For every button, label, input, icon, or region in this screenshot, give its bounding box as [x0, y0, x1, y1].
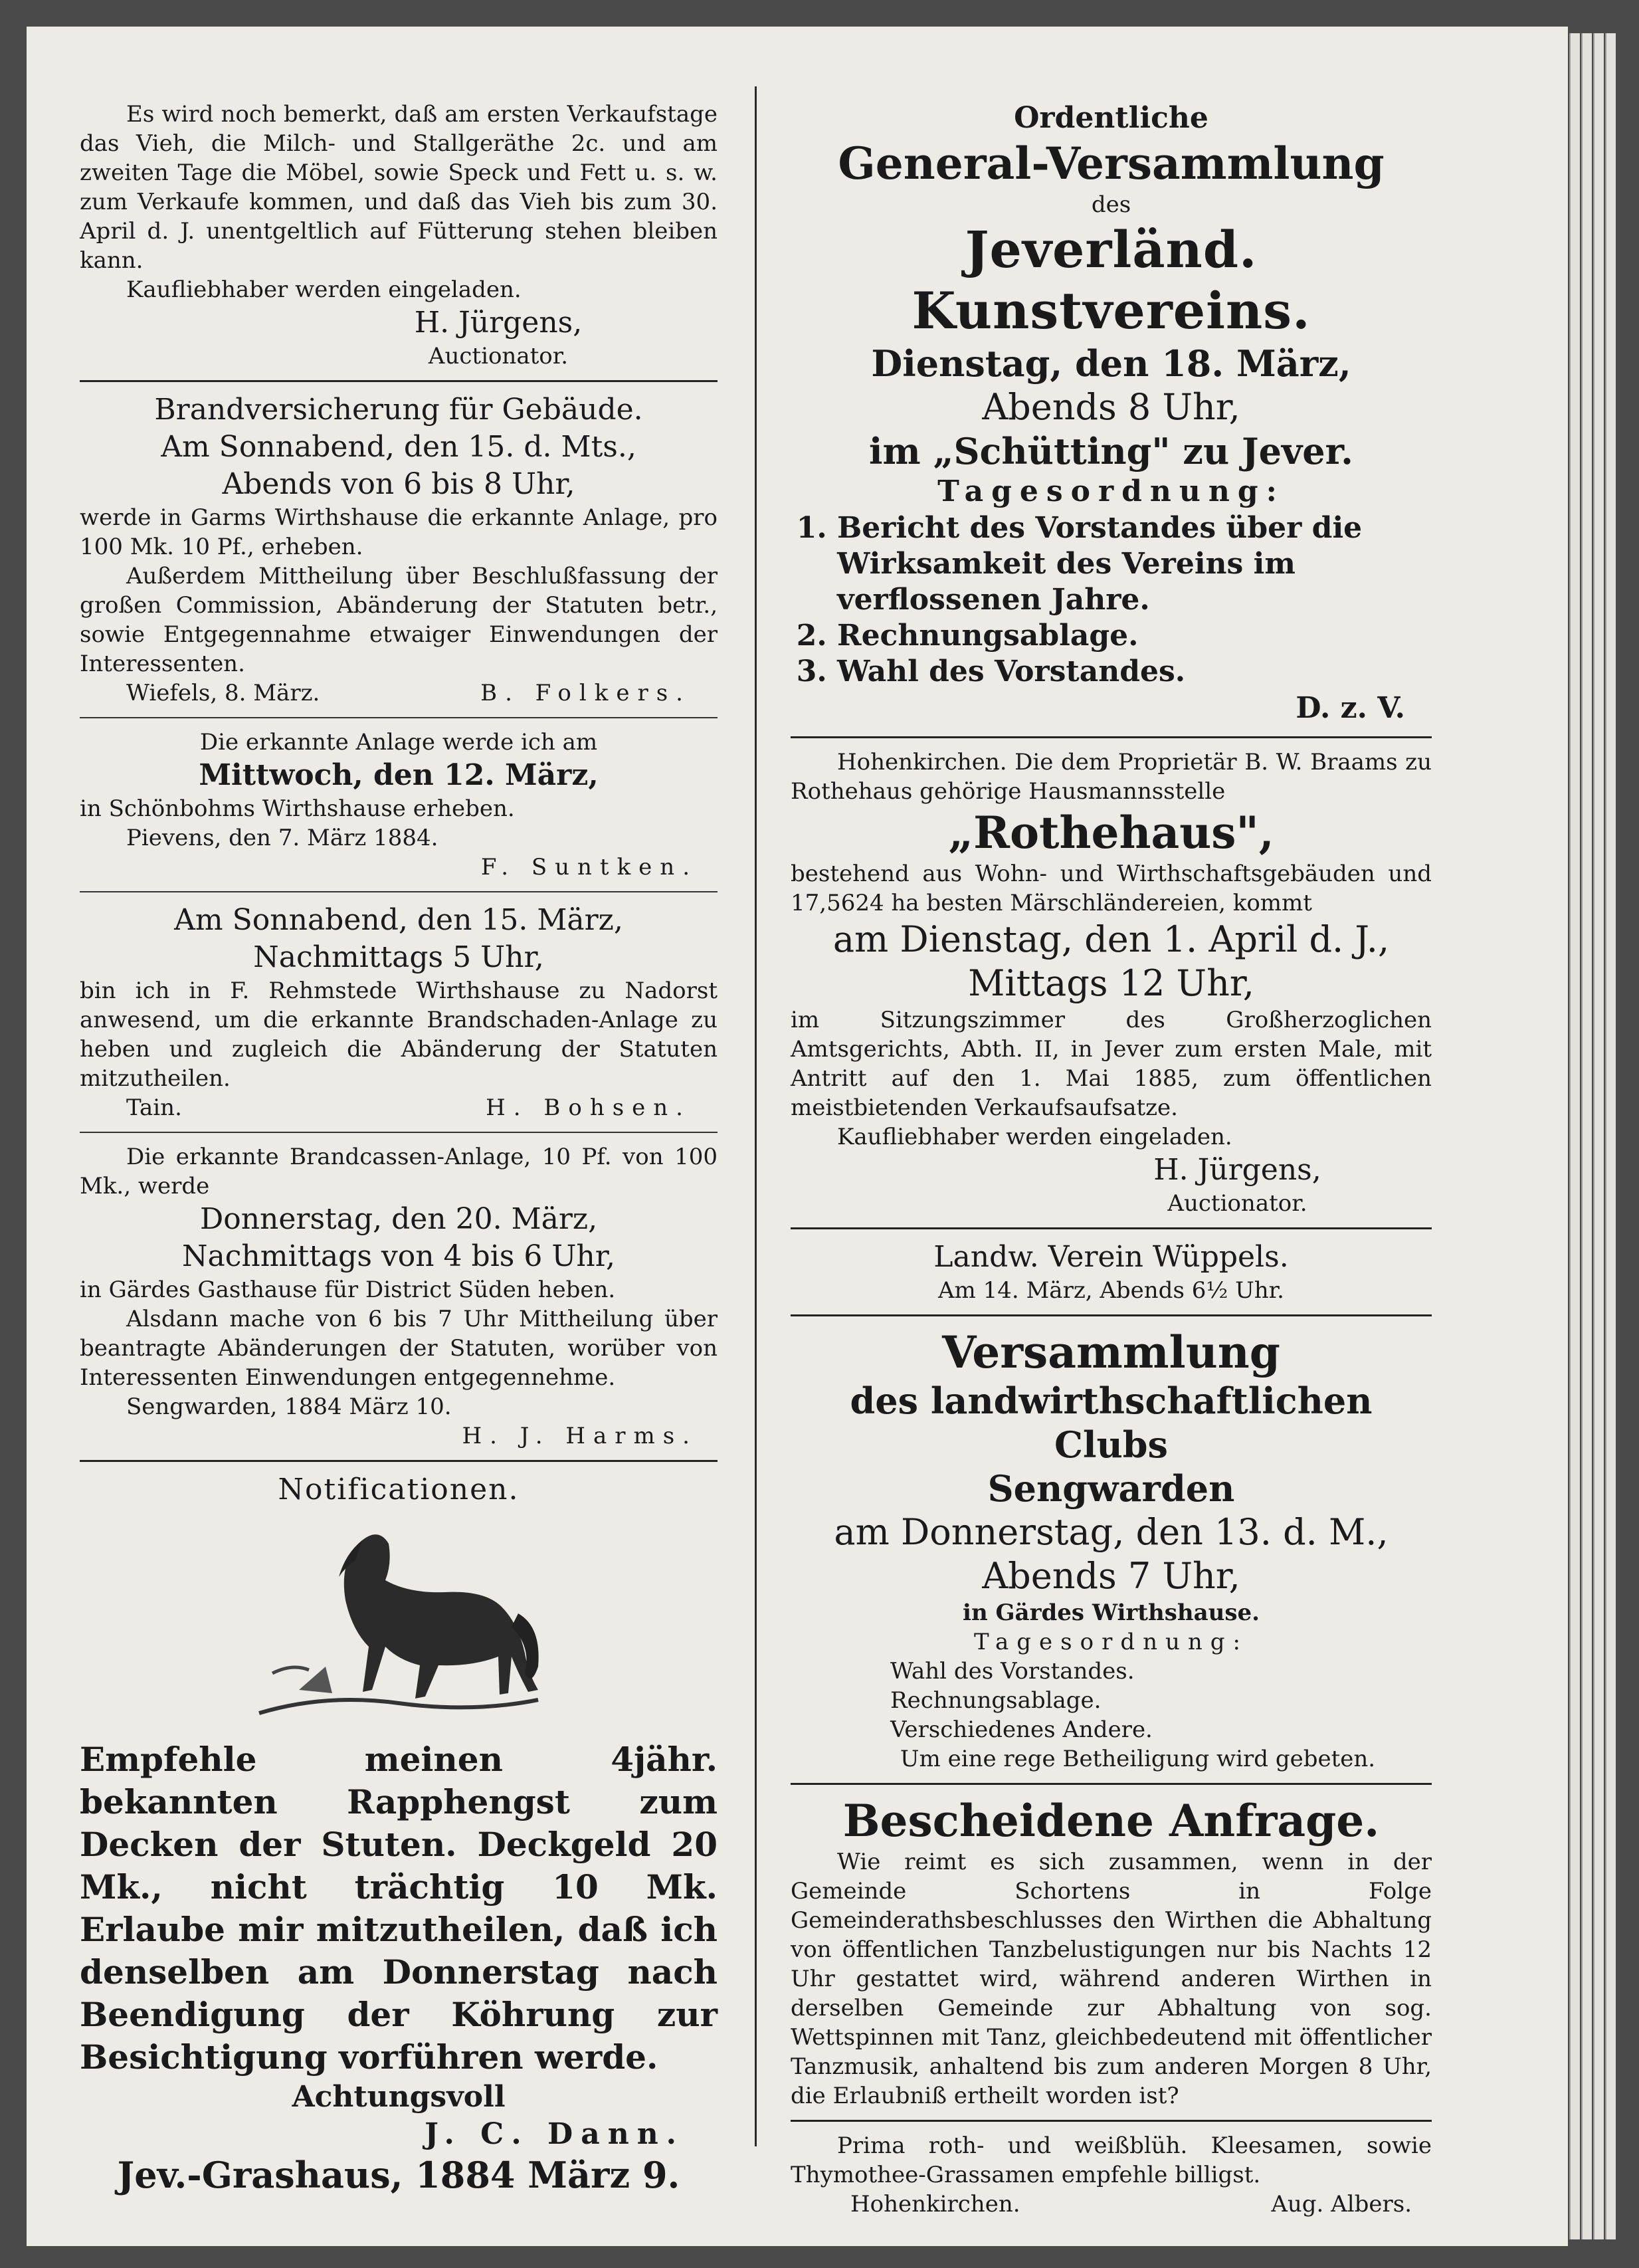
rothehaus-text1: Hohenkirchen. Die dem Proprietär B. W. Braams zu Rothehaus gehörige Hausmannsstelle — [791, 749, 1432, 805]
divider — [80, 380, 718, 382]
divider — [80, 1460, 718, 1462]
rothehaus-title: Auctionator. — [1167, 1190, 1307, 1217]
seed-sign: Aug. Albers. — [1271, 2191, 1412, 2217]
divider — [791, 736, 1432, 738]
club-agenda-item: Wahl des Vorstandes. — [890, 1658, 1135, 1685]
assembly-line3: des — [1091, 191, 1131, 218]
levy-sign: F. Suntken. — [480, 854, 698, 880]
club-line2: des landwirthschaftlichen Clubs — [850, 1380, 1373, 1466]
inquiry-text: Wie reimt es sich zusammen, wenn in der Gemeinde Schortens in Folge Gemeinderathsbeschlusses den Wirthen die Abhaltung von öffentlichen Tanzbelustigungen nur bis Nachts 12 Uhr gestattet wird, während anderen Wirthen in derselben Gemeinde zur Abhaltung von sog. Wettspinnen mit Tanz, gleichbedeutend mit öffentlicher Tanzmusik, anhaltend bis zum anderen Morgen 8 Uhr, die Erlaubniß ertheilt worden ist? — [791, 1849, 1432, 2109]
page-edge — [1581, 33, 1592, 2239]
club-agenda-label: Tagesordnung: — [973, 1629, 1249, 1655]
fire-fund-notice — [80, 1142, 718, 1451]
divider — [80, 1132, 718, 1133]
assembly-sign: D. z. V. — [1296, 691, 1405, 725]
rothehaus-text3: im Sitzungszimmer des Großherzoglichen Amtsgerichts, Abth. II, in Jever zum ersten Male, mit Antritt auf den 1. Mai 1885, zum öffentlichen meistbietenden Verkaufsaufsatze. — [791, 1007, 1432, 1121]
assembly-time: Abends 8 Uhr, — [982, 386, 1240, 428]
fire-insurance-time: Abends von 6 bis 8 Uhr, — [222, 467, 575, 501]
fire-insurance-heading: Brandversicherung für Gebäude. — [154, 393, 643, 427]
divider — [791, 1314, 1432, 1316]
seed-notice — [791, 2131, 1432, 2219]
general-assembly-notice — [791, 100, 1432, 727]
auction-notice — [80, 100, 718, 371]
agenda-item: 2. Rechnungsablage. — [837, 618, 1432, 654]
rothehaus-notice — [791, 748, 1432, 1218]
divider — [80, 717, 718, 718]
right-column — [791, 100, 1432, 2219]
fire-fund-sign: H. J. Harms. — [462, 1423, 698, 1449]
rothehaus-date: am Dienstag, den 1. April d. J., — [832, 918, 1390, 960]
fire-fund-text2: Alsdann mache von 6 bis 7 Uhr Mittheilung über beantragte Abänderungen der Statuten, worüber von Interessenten Einwendungen entgegennehme. — [80, 1306, 718, 1391]
fire-insurance-text2: Außerdem Mittheilung über Beschlußfassung der großen Commission, Abänderung der Statuten betr., sowie Entgegennahme etwaiger Einwendungen der Interessenten. — [80, 563, 718, 677]
levy-notice-pievens — [80, 728, 718, 882]
assembly-line2: General-Versammlung — [838, 138, 1385, 189]
fire-fund-intro: Die erkannte Brandcassen-Anlage, 10 Pf. von 100 Mk., werde — [80, 1144, 718, 1199]
assembly-line1: Ordentliche — [1014, 101, 1208, 135]
fire-insurance-notice — [80, 391, 718, 708]
agenda-item: 1. Bericht des Vorstandes über die Wirksamkeit des Vereins im verflossenen Jahre. — [837, 510, 1432, 618]
fire-damage-date: Am Sonnabend, den 15. März, — [174, 903, 623, 937]
club-meeting-notice — [791, 1326, 1432, 1774]
seed-place: Hohenkirchen. — [850, 2191, 1020, 2217]
agenda-item: 3. Wahl des Vorstandes. — [837, 654, 1432, 690]
stallion-closing: Achtungsvoll — [292, 2080, 506, 2114]
rothehaus-text2: bestehend aus Wohn- und Wirthschaftsgebäuden und 17,5624 ha besten Märschländereien, kommt — [791, 861, 1432, 916]
levy-place: Pievens, den 7. März 1884. — [126, 825, 438, 851]
stallion-place: Jev.-Grashaus, 1884 März 9. — [117, 2154, 680, 2196]
fire-fund-text1: in Gärdes Gasthause für District Süden heben. — [80, 1277, 616, 1303]
column-separator — [755, 86, 757, 2146]
levy-text: in Schönbohms Wirthshause erheben. — [80, 795, 515, 822]
stallion-notice — [80, 1471, 718, 2197]
stallion-text: Empfehle meinen 4jähr. bekannten Rapphengst zum Decken der Stuten. Deckgeld 20 Mk., nicht trächtig 10 Mk. Erlaube mir mitzutheilen, daß ich denselben am Donnerstag nach Beendigung der Köhrung zur Besichtigung vorführen werde. — [80, 1740, 718, 2077]
page-edge — [1569, 33, 1580, 2239]
seed-text: Prima roth- und weißblüh. Kleesamen, sowie Thymothee-Grassamen empfehle billigst. — [791, 2132, 1432, 2188]
left-column — [80, 100, 718, 2197]
fire-damage-sign: H. Bohsen. — [486, 1094, 691, 1121]
levy-intro: Die erkannte Anlage werde ich am — [199, 729, 598, 756]
club-agenda-item: Rechnungsablage. — [890, 1687, 1102, 1714]
club-date: am Donnerstag, den 13. d. M., — [834, 1511, 1389, 1553]
stallion-name: J. C. Dann. — [425, 2117, 684, 2151]
rothehaus-name: „Rothehaus", — [948, 807, 1274, 859]
fire-damage-notice — [80, 902, 718, 1122]
divider — [791, 2120, 1432, 2122]
fire-fund-time: Nachmittags von 4 bis 6 Uhr, — [182, 1239, 615, 1273]
page-edge — [1605, 33, 1616, 2239]
inquiry-notice — [791, 1794, 1432, 2111]
notifications-heading: Notificationen. — [278, 1473, 520, 1506]
club-closing: Um eine rege Betheiligung wird gebeten. — [900, 1746, 1376, 1772]
wueppels-text: Am 14. März, Abends 6½ Uhr. — [938, 1277, 1284, 1304]
fire-insurance-place: Wiefels, 8. März. — [126, 680, 320, 706]
assembly-agenda — [791, 510, 1432, 690]
club-time: Abends 7 Uhr, — [982, 1555, 1240, 1597]
horse-icon — [246, 1514, 551, 1733]
inquiry-heading: Bescheidene Anfrage. — [842, 1795, 1380, 1847]
rothehaus-sign: H. Jürgens, — [1153, 1153, 1321, 1187]
assembly-line4: Jeverländ. Kunstvereins. — [912, 220, 1311, 340]
fire-insurance-sign: B. Folkers. — [480, 680, 691, 706]
auction-invite: Kaufliebhaber werden eingeladen. — [126, 276, 522, 303]
divider — [791, 1783, 1432, 1785]
club-place: in Gärdes Wirthshause. — [963, 1599, 1260, 1626]
rothehaus-time: Mittags 12 Uhr, — [968, 962, 1254, 1004]
assembly-date: Dienstag, den 18. März, — [871, 342, 1351, 385]
fire-damage-time: Nachmittags 5 Uhr, — [253, 940, 544, 974]
divider — [791, 1227, 1432, 1229]
wueppels-heading: Landw. Verein Wüppels. — [933, 1240, 1289, 1274]
divider — [80, 891, 718, 892]
club-line1: Versammlung — [942, 1326, 1280, 1378]
assembly-place: im „Schütting" zu Jever. — [869, 430, 1353, 472]
club-line3: Sengwarden — [987, 1467, 1235, 1510]
fire-damage-text: bin ich in F. Rehmstede Wirthshause zu Nadorst anwesend, um die erkannte Brandschaden-Anlage zu heben und zugleich die Abänderung der Statuten mitzutheilen. — [80, 978, 718, 1092]
rothehaus-invite: Kaufliebhaber werden eingeladen. — [837, 1124, 1232, 1150]
levy-date: Mittwoch, den 12. März, — [199, 758, 599, 792]
fire-insurance-date: Am Sonnabend, den 15. d. Mts., — [161, 430, 636, 464]
auction-text: Es wird noch bemerkt, daß am ersten Verkaufstage das Vieh, die Milch- und Stallgeräthe 2c. und am zweiten Tage die Möbel, sowie Speck und Fett u. s. w. zum Verkaufe kommen, und daß das Vieh bis zum 30. April d. J. unentgeltlich auf Fütterung stehen bleiben kann. — [80, 101, 718, 274]
fire-fund-date: Donnerstag, den 20. März, — [199, 1202, 598, 1236]
fire-insurance-text1: werde in Garms Wirthshause die erkannte Anlage, pro 100 Mk. 10 Pf., erheben. — [80, 504, 718, 560]
auctioneer-title: Auctionator. — [428, 343, 569, 369]
fire-damage-place: Tain. — [126, 1094, 182, 1121]
fire-fund-place: Sengwarden, 1884 März 10. — [126, 1393, 452, 1420]
page-edge — [1593, 33, 1604, 2239]
assembly-agenda-label: Tagesordnung: — [937, 474, 1285, 508]
club-agenda-item: Verschiedenes Andere. — [890, 1716, 1153, 1743]
auctioneer-name: H. Jürgens, — [414, 306, 583, 340]
wueppels-notice — [791, 1239, 1432, 1305]
